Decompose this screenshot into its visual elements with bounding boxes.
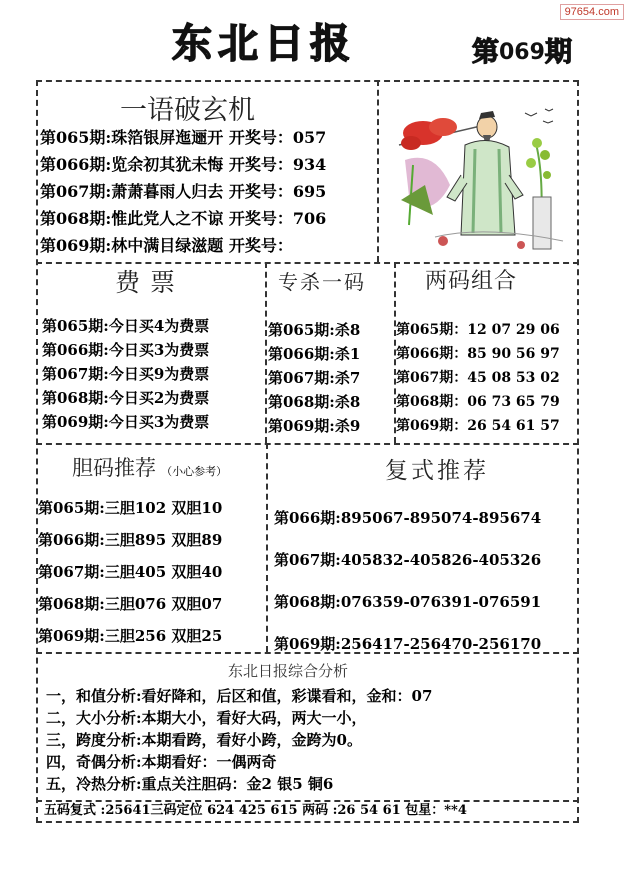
riddle-title: 一语破玄机 xyxy=(120,95,255,126)
riddle-row: 第066期:览余初其犹未悔 开奖号：934 xyxy=(40,155,327,174)
riddle-row: 第068期:惟此党人之不谅 开奖号：706 xyxy=(40,209,327,228)
analysis-footer: 五码复式 :25641三码定位 624 425 615 两码 :26 54 61 包星：**4 xyxy=(44,803,467,818)
fee-list xyxy=(42,314,209,434)
fee-row: 第066期:今日买3为费票 xyxy=(42,341,210,359)
kill-list xyxy=(268,318,360,438)
fee-row: 第068期:今日买2为费票 xyxy=(42,389,210,407)
analysis-text: 本期看跨，看好小跨，金跨为0。 xyxy=(141,731,362,749)
analysis-text: 本期看好：一偶两奇 xyxy=(141,753,277,771)
combo-row: 第065期：12 07 29 06 xyxy=(396,322,560,338)
dan-title-wrap xyxy=(72,452,227,482)
dan-row: 第068期:三胆076 双胆07 xyxy=(38,595,223,613)
riddle-row: 第069期:林中满目绿滋题 开奖号： xyxy=(40,236,293,255)
issue-suffix: 期 xyxy=(544,37,572,68)
multi-list xyxy=(274,497,541,665)
masthead-title: 东北日报 xyxy=(172,21,356,67)
riddle-list xyxy=(40,124,326,259)
analysis-title: 东北日报综合分析 xyxy=(228,662,349,680)
analysis-label: 三，跨度分析: xyxy=(46,731,142,749)
analysis-label: 五，冷热分析: xyxy=(46,775,142,793)
analysis-row xyxy=(46,751,432,773)
combo-row: 第068期：06 73 65 79 xyxy=(396,394,560,410)
analysis-row xyxy=(46,729,432,751)
kill-row: 第069期:杀9 xyxy=(268,417,361,435)
issue-number xyxy=(472,30,572,69)
combo-row: 第066期：85 90 56 97 xyxy=(396,346,560,362)
multi-title: 复式推荐 xyxy=(385,458,489,484)
multi-row: 第069期:256417-256470-256170 xyxy=(274,635,542,653)
multi-row: 第068期:076359-076391-076591 xyxy=(274,593,542,611)
divider-riddle-image xyxy=(377,80,379,262)
dan-row: 第069期:三胆256 双胆25 xyxy=(38,627,223,645)
riddle-row: 第067期:萧萧暮雨人归去 开奖号：695 xyxy=(40,182,327,201)
combo-row: 第069期：26 54 61 57 xyxy=(396,418,560,434)
analysis-list xyxy=(46,685,432,795)
site-watermark: 97654.com xyxy=(560,4,624,20)
multi-row: 第066期:895067-895074-895674 xyxy=(274,509,542,527)
kill-row: 第068期:杀8 xyxy=(268,393,361,411)
fee-title: 费票 xyxy=(115,268,186,297)
analysis-row xyxy=(46,773,432,795)
combo-list xyxy=(396,318,560,438)
dan-row: 第067期:三胆405 双胆40 xyxy=(38,563,223,581)
riddle-row: 第065期:珠箔银屏迤逦开 开奖号：057 xyxy=(40,128,327,147)
dan-row: 第066期:三胆895 双胆89 xyxy=(38,531,223,549)
divider-fee-kill xyxy=(265,262,267,443)
dan-note: （小心参考） xyxy=(161,465,228,478)
analysis-label: 一，和值分析: xyxy=(46,687,142,705)
fee-row: 第067期:今日买9为费票 xyxy=(42,365,210,383)
issue-prefix: 第 xyxy=(472,37,499,68)
analysis-text: 本期大小，看好大码，两大一小， xyxy=(141,709,367,727)
analysis-label: 二，大小分析: xyxy=(46,709,142,727)
dan-title: 胆码推荐 xyxy=(72,456,156,480)
divider-dan-multi xyxy=(266,443,268,652)
kill-row: 第066期:杀1 xyxy=(268,345,361,363)
combo-row: 第067期：45 08 53 02 xyxy=(396,370,560,386)
kill-title: 专杀一码 xyxy=(278,270,366,294)
issue-number-value: 069 xyxy=(499,40,545,65)
combo-title: 两码组合 xyxy=(425,269,518,294)
fee-row: 第065期:今日买4为费票 xyxy=(42,317,210,335)
scholar-illustration xyxy=(395,105,567,255)
multi-row: 第067期:405832-405826-405326 xyxy=(274,551,542,569)
dan-list xyxy=(38,492,222,652)
analysis-text: 重点关注胆码：金2 银5 铜6 xyxy=(141,775,334,793)
divider-middle xyxy=(36,443,579,445)
analysis-label: 四，奇偶分析: xyxy=(46,753,142,771)
analysis-text: 看好降和，后区和值，彩谍看和，金和：07 xyxy=(141,687,433,705)
kill-row: 第067期:杀7 xyxy=(268,369,361,387)
dan-row: 第065期:三胆102 双胆10 xyxy=(38,499,223,517)
analysis-row xyxy=(46,707,432,729)
fee-row: 第069期:今日买3为费票 xyxy=(42,413,210,431)
analysis-row xyxy=(46,685,432,707)
kill-row: 第065期:杀8 xyxy=(268,321,361,339)
